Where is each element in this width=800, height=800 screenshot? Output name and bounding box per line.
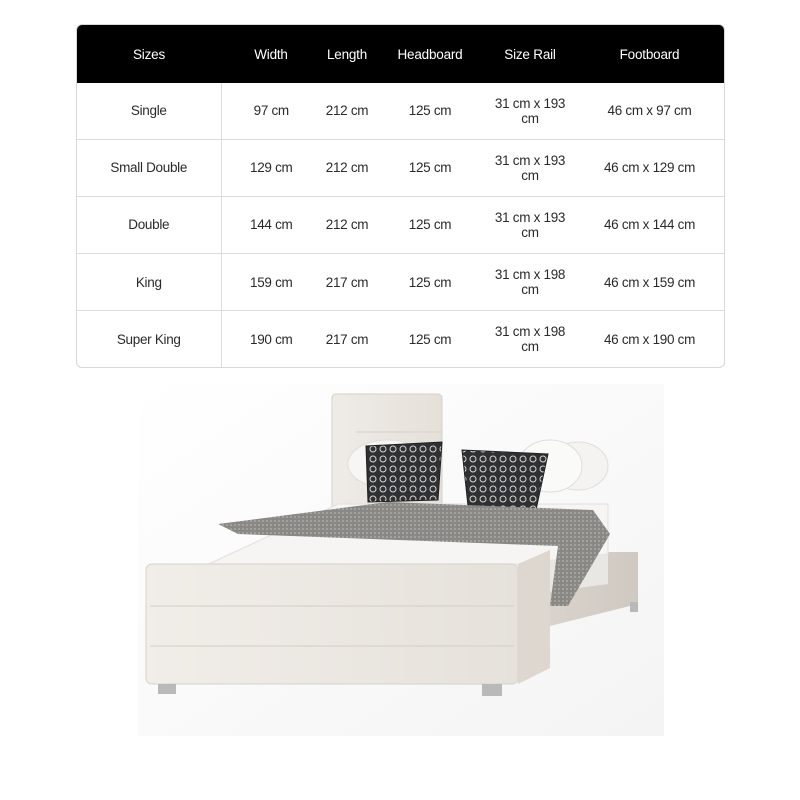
table-row: [77, 83, 725, 139]
headboard-cell: 125 cm: [373, 254, 487, 311]
length-cell: 217 cm: [321, 311, 373, 367]
headboard-cell: 125 cm: [373, 139, 487, 196]
header-footboard: Footboard: [573, 25, 725, 83]
width-cell: 190 cm: [221, 311, 321, 367]
size-rail-cell: 31 cm x 193 cm: [487, 196, 573, 253]
footboard-cell: 46 cm x 129 cm: [573, 139, 725, 196]
width-cell: 159 cm: [221, 254, 321, 311]
width-cell: 129 cm: [221, 139, 321, 196]
size-rail-cell: 31 cm x 193 cm: [494, 95, 566, 126]
length-cell: 212 cm: [321, 196, 373, 253]
header-width: Width: [221, 25, 321, 83]
size-rail-cell: 31 cm x 193 cm: [487, 139, 573, 196]
headboard-cell: 125 cm: [373, 196, 487, 253]
length-cell: 212 cm: [321, 139, 373, 196]
table-row: [77, 311, 725, 367]
table-row: [77, 139, 725, 196]
upholstered-bed-icon: [138, 384, 664, 736]
table-row: [77, 196, 725, 253]
length-cell: 212 cm: [325, 103, 369, 119]
header-headboard: Headboard: [373, 25, 487, 83]
size-rail-cell: 31 cm x 198 cm: [487, 311, 573, 367]
width-cell: 144 cm: [221, 196, 321, 253]
header-size-rail: Size Rail: [487, 25, 573, 83]
size-name-cell: Small Double: [77, 139, 221, 196]
size-name-cell: King: [77, 254, 221, 311]
size-name-cell: Single: [77, 83, 221, 139]
size-rail-cell: 31 cm x 198 cm: [487, 254, 573, 311]
header-length: Length: [321, 25, 373, 83]
header-sizes: Sizes: [77, 25, 221, 83]
footboard-cell: 46 cm x 144 cm: [573, 196, 725, 253]
width-cell: 97 cm: [253, 103, 289, 119]
footboard-cell: 46 cm x 97 cm: [607, 103, 692, 119]
headboard-cell: 125 cm: [408, 103, 452, 119]
table-row: [77, 254, 725, 311]
footboard-cell: 46 cm x 190 cm: [573, 311, 725, 367]
table-header-row: [77, 25, 725, 83]
footboard-cell: 46 cm x 159 cm: [573, 254, 725, 311]
size-name-cell: Double: [77, 196, 221, 253]
length-cell: 217 cm: [321, 254, 373, 311]
headboard-cell: 125 cm: [373, 311, 487, 367]
size-chart-table: [76, 24, 725, 368]
size-name-cell: Super King: [77, 311, 221, 367]
